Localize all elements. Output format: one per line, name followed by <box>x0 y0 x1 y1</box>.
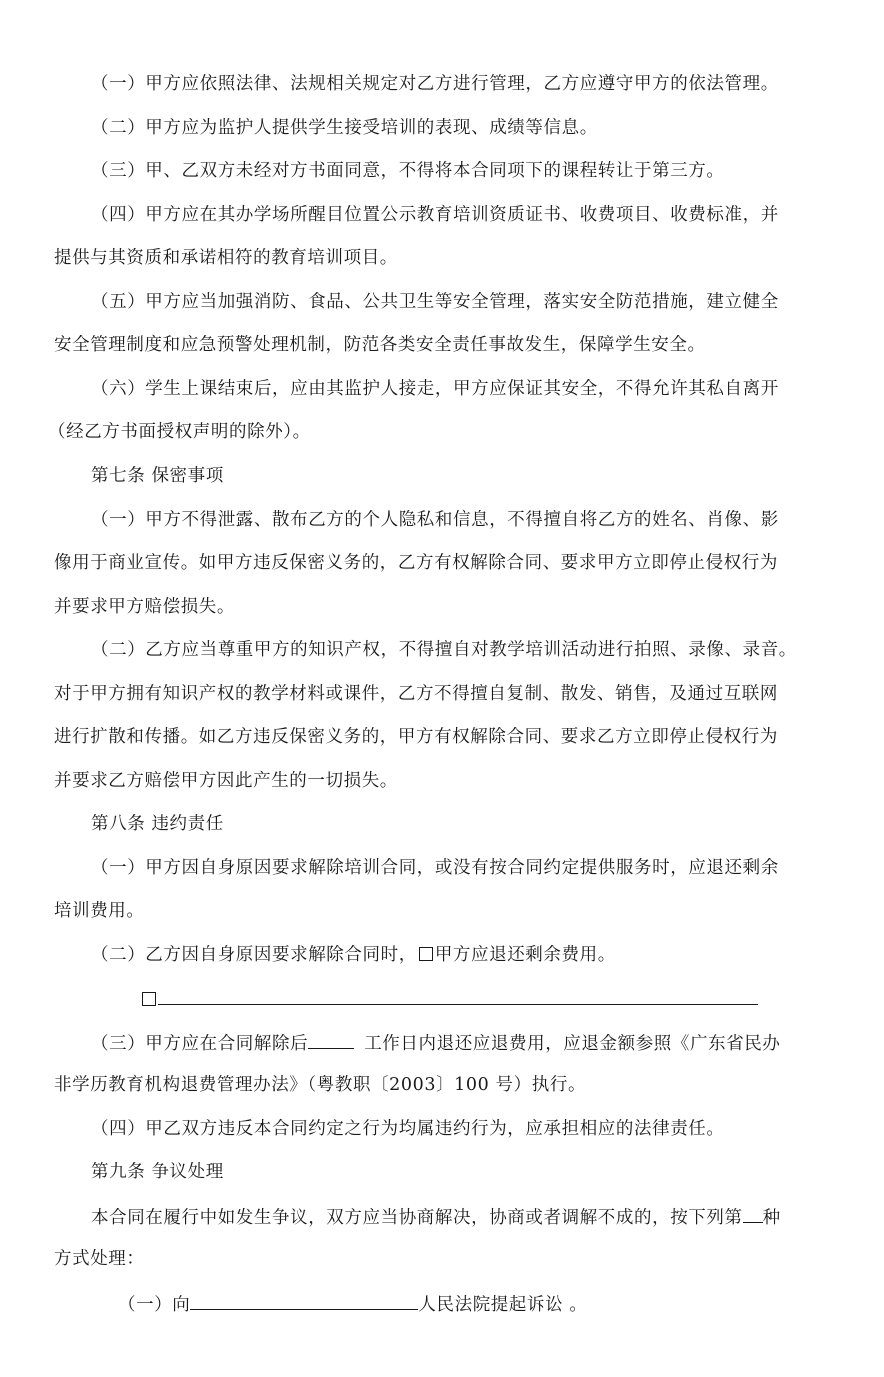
clause-7-item-2-cont: 对于甲方拥有知识产权的教学材料或课件，乙方不得擅自复制、散发、销售，及通过互联网 <box>54 684 778 704</box>
clause-7-item-2: （二）乙方应当尊重甲方的知识产权，不得擅自对教学培训活动进行拍照、录像、录音。 <box>91 640 797 660</box>
method-number-blank[interactable] <box>743 1204 763 1223</box>
article-9-heading: 第九条 争议处理 <box>91 1162 224 1182</box>
clause-8-item-1: （一）甲方因自身原因要求解除培训合同，或没有按合同约定提供服务时，应退还剩余 <box>91 858 779 878</box>
clause-9-item-1-text-2: 人民法院提起诉讼 。 <box>418 1295 588 1315</box>
clause-6-item-4: （四）甲方应在其办学场所醒目位置公示教育培训资质证书、收费项目、收费标准，并 <box>91 205 779 225</box>
option-checkbox-other[interactable] <box>142 992 156 1006</box>
clause-9-item-1 <box>0 1291 884 1317</box>
clause-8-item-2 <box>0 943 884 967</box>
clause-8-item-3-text: （三）甲方应在合同解除后 <box>91 1034 309 1054</box>
clause-6-item-5: （五）甲方应当加强消防、食品、公共卫生等安全管理，落实安全防范措施，建立健全 <box>91 292 779 312</box>
clause-6-item-3: （三）甲、乙双方未经对方书面同意，不得将本合同项下的课程转让于第三方。 <box>91 161 725 181</box>
clause-8-item-3 <box>0 1030 884 1056</box>
clause-8-item-4: （四）甲乙双方违反本合同约定之行为均属违约行为，应承担相应的法律责任。 <box>91 1119 725 1139</box>
clause-9-text: 本合同在履行中如发生争议，双方应当协商解决，协商或者调解不成的，按下列第 <box>91 1208 743 1228</box>
clause-6-item-5-cont: 安全管理制度和应急预警处理机制，防范各类安全责任事故发生，保障学生安全。 <box>54 335 706 355</box>
workdays-blank[interactable] <box>308 1030 354 1049</box>
clause-8-item-3-text-2: 工作日内退还应退费用，应退金额参照《广东省民办 <box>364 1034 781 1054</box>
clause-7-item-1-cont: 像用于商业宣传。如甲方违反保密义务的，乙方有权解除合同、要求甲方立即停止侵权行为 <box>54 553 778 573</box>
clause-8-item-2-other-option <box>0 986 884 1012</box>
clause-8-item-2-option-text: 甲方应退还剩余费用。 <box>434 945 616 965</box>
option-checkbox-refund[interactable] <box>419 947 433 961</box>
clause-9-paragraph-cont: 方式处理： <box>54 1249 145 1269</box>
article-8-heading: 第八条 违约责任 <box>91 814 224 834</box>
clause-6-item-4-cont: 提供与其资质和承诺相符的教育培训项目。 <box>54 248 398 268</box>
clause-9-paragraph <box>0 1204 884 1230</box>
clause-8-item-2-text: （二）乙方因自身原因要求解除合同时， <box>91 945 417 965</box>
clause-6-item-2: （二）甲方应为监护人提供学生接受培训的表现、成绩等信息。 <box>91 118 598 138</box>
article-7-heading: 第七条 保密事项 <box>91 466 224 486</box>
clause-7-item-2-cont2: 进行扩散和传播。如乙方违反保密义务的，甲方有权解除合同、要求乙方立即停止侵权行为 <box>54 727 778 747</box>
clause-7-item-1: （一）甲方不得泄露、散布乙方的个人隐私和信息，不得擅自将乙方的姓名、肖像、影 <box>91 510 779 530</box>
other-option-blank[interactable] <box>158 986 758 1005</box>
clause-8-item-3-cont: 非学历教育机构退费管理办法》（粤教职〔2003〕100 号）执行。 <box>54 1075 587 1095</box>
clause-7-item-2-cont3: 并要求乙方赔偿甲方因此产生的一切损失。 <box>54 771 398 791</box>
clause-6-item-6: （六）学生上课结束后，应由其监护人接走，甲方应保证其安全，不得允许其私自离开 <box>91 379 779 399</box>
clause-6-item-6-cont: （经乙方书面授权声明的除外）。 <box>48 422 311 442</box>
clause-9-text-2: 种 <box>762 1208 781 1228</box>
clause-9-item-1-text: （一）向 <box>118 1295 191 1315</box>
clause-6-item-1: （一）甲方应依照法律、法规相关规定对乙方进行管理，乙方应遵守甲方的依法管理。 <box>91 74 779 94</box>
clause-7-item-1-cont2: 并要求甲方赔偿损失。 <box>54 597 235 617</box>
court-name-blank[interactable] <box>190 1291 418 1310</box>
clause-8-item-1-cont: 培训费用。 <box>54 901 145 921</box>
